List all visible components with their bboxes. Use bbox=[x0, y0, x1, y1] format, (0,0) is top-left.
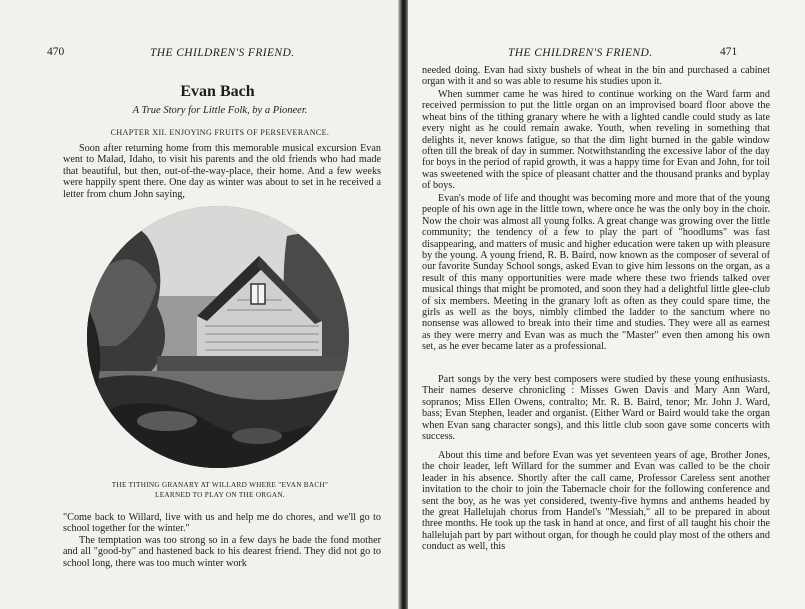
story-subtitle: A True Story for Little Folk, by a Pioneer. bbox=[132, 105, 308, 116]
story-title: Evan Bach bbox=[180, 83, 255, 100]
left-page bbox=[0, 0, 400, 609]
granary-photo bbox=[87, 206, 349, 468]
page-number: 470 bbox=[47, 46, 65, 58]
photo-caption: THE TITHING GRANARY AT WILLARD WHERE "EVAN BACH" LEARNED TO PLAY ON THE ORGAN. bbox=[111, 481, 329, 499]
right-page bbox=[408, 0, 805, 609]
page-number: 471 bbox=[720, 46, 738, 58]
paragraph: needed doing. Evan had sixty bushels of wheat in the bin and purchased a cabinet organ with it and so was able to resume his studies upon it. bbox=[422, 65, 770, 88]
paragraph: About this time and before Evan was yet seventeen years of age, Brother Jones, the choir leader, left Willard for the summer and Evan was called to be the choir leader in his absence. Shortly after the call came, Professor Careless sent another invitation to the choir to join the Tabernacle choir for the following conference and sent the boy, as he was yet considered, twenty-five hymns and anthems headed by the great Hallelujah chorus from Handel's "Messiah," all to be prepared in about three months. He took up the task in hand at once, and first of all taught his choir the hallelujah part by part without organ, for though he could play most of the others and conduct as well, this bbox=[422, 450, 770, 553]
running-head: THE CHILDREN'S FRIEND. bbox=[150, 47, 295, 59]
paragraph: "Come back to Willard, live with us and help me do chores, and we'll go to school together for the winter." bbox=[63, 512, 381, 535]
paragraph: Evan's mode of life and thought was becoming more and more that of the young people of his own age in the little town, where once he was the only boy in the choir. Now the choir was almost all young folks. A great change was growing over the little community; the tendency of a few to play the part of "hoodlums" was fast disappearing, and matters of music and higher education were taken up with pleasure by the young. A young friend, R. B. Baird, now known as the composer of several of our favorite Sunday School songs, asked Evan to give him lessons on the organ, as a result of this many opportunities were made where these two friends talked over musical things that might be promoted, and soon they had a delightful little glee-club of six members. Meeting in the granary loft as often as they could spare time, the girls as well as the boys, nimbly climbed the ladder to the sanctum where no nonsense was allowed to break into their time and studies. They were all as earnest as they were merry and Evan was as much the "Master" even then among his own set, as he ever became later as a professional. bbox=[422, 193, 770, 353]
paragraph: When summer came he was hired to continue working on the Ward farm and received permission to put the little organ on an improvised board floor above the wheat bins of the tithing granary where he with a lighted candle could study as late every night as he could remain awake. Youth, when reveling in something that delights it, never knows fatigue, so that the dim light burned in the gable window often till the break of day in summer. Notwithstanding the excessive labor of the day for boys in the period of rapid growth, it was a happy time for Evan and John, for toil was sweetened with the spice of pleasant chatter and the thousand pranks and byplay of boys. bbox=[422, 89, 770, 192]
running-head: THE CHILDREN'S FRIEND. bbox=[508, 47, 653, 59]
paragraph: Soon after returning home from this memorable musical excursion Evan went to Malad, Idaho, to visit his parents and the old friends who had made that beautiful, but then, out-of-the-way-place, their home. And a few weeks were happily spent there. One day as winter was about to set in he received a letter from chum John saying, bbox=[63, 143, 381, 200]
paragraph: Part songs by the very best composers were studied by these young enthusiasts. Their names deserve chronicling : Misses Gwen Davis and Mary Ann Ward, sopranos; Miss Ellen Owens, contralto; Mr. R. B. Baird, tenor; Mr. John J. Ward, bass; Evan Stephen, leader and organist. (Either Ward or Baird would take the organ when Evan sang character songs), and this little club soon gave some concerts with success. bbox=[422, 374, 770, 443]
chapter-heading: CHAPTER XII. ENJOYING FRUITS OF PERSEVERANCE. bbox=[110, 128, 330, 137]
paragraph: The temptation was too strong so in a few days he bade the fond mother and all "good-by" and hastened back to his dearest friend. They did not go to school long, there was too much winter work bbox=[63, 535, 381, 569]
granary-illustration bbox=[87, 206, 349, 468]
